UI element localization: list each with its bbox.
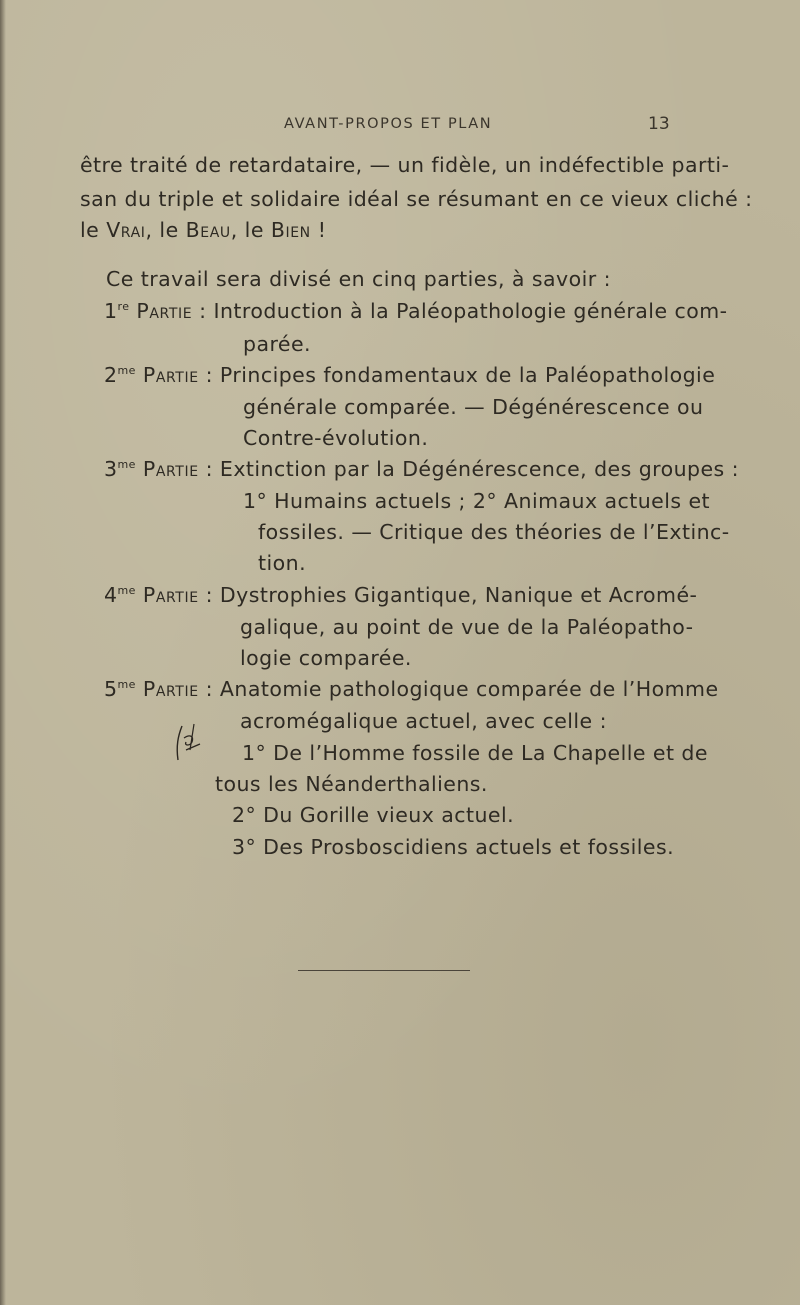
word-beau: Beau xyxy=(185,218,231,242)
part-5-line-5: 2° Du Gorille vieux actuel. xyxy=(232,803,515,827)
part-3-line-2: 1° Humains actuels ; 2° Animaux actuels et xyxy=(243,489,711,513)
part-4-label: Partie xyxy=(142,583,199,607)
part-2-text-1: : Principes fondamentaux de la Paléopathologie xyxy=(205,363,716,387)
part-4-text-1: : Dystrophies Gigantique, Nanique et Acromé- xyxy=(205,583,698,607)
part-5-line-4: tous les Néanderthaliens. xyxy=(215,772,488,796)
part-3-sup: me xyxy=(117,458,136,471)
word-vrai: Vrai xyxy=(106,218,146,242)
part-4-number: 4 xyxy=(104,583,118,607)
part-5-line-6: 3° Des Prosboscidiens actuels et fossiles. xyxy=(232,835,675,859)
part-5-text-1: : Anatomie pathologique comparée de l’Homme xyxy=(205,677,719,701)
page-edge-shadow xyxy=(0,0,6,1305)
part-4-line-3: logie comparée. xyxy=(240,646,412,670)
part-2-sup: me xyxy=(117,364,136,377)
intro-line-1: être traité de retardataire, — un fidèle, un indéfectible parti- xyxy=(80,153,730,177)
part-1-sup: re xyxy=(117,300,130,313)
part-1-label: Partie xyxy=(136,299,193,323)
part-1-number: 1 xyxy=(104,299,118,323)
part-3-text-1: : Extinction par la Dégénérescence, des groupes : xyxy=(205,457,740,481)
running-title: AVANT-PROPOS ET PLAN xyxy=(284,116,493,132)
part-1-line-2: parée. xyxy=(243,332,311,356)
section-divider-rule xyxy=(298,970,470,971)
part-5-label: Partie xyxy=(142,677,199,701)
part-2-number: 2 xyxy=(104,363,118,387)
part-5-line-1 xyxy=(104,676,719,702)
plan-lead: Ce travail sera divisé en cinq parties, à savoir : xyxy=(106,267,611,291)
intro-exclamation: ! xyxy=(310,218,327,242)
part-5-line-3: 1° De l’Homme fossile de La Chapelle et de xyxy=(242,741,708,765)
part-3-label: Partie xyxy=(142,457,199,481)
part-4-line-1 xyxy=(104,582,697,608)
part-5-number: 5 xyxy=(104,677,118,701)
part-3-line-1 xyxy=(104,456,739,482)
part-3-line-4: tion. xyxy=(258,551,307,575)
part-5-sup: me xyxy=(117,678,136,691)
part-2-line-1 xyxy=(104,362,715,388)
intro-line-3: le Vrai, le Beau, le Bien ! xyxy=(80,218,327,242)
handwritten-annotation xyxy=(172,716,202,772)
part-3-line-3: fossiles. — Critique des théories de l’Extinc- xyxy=(258,520,730,544)
part-1-text-1: : Introduction à la Paléopathologie générale com- xyxy=(199,299,728,323)
part-2-label: Partie xyxy=(142,363,199,387)
intro-le: le xyxy=(80,218,100,242)
intro-line-2: san du triple et solidaire idéal se résumant en ce vieux cliché : xyxy=(80,187,753,211)
part-4-sup: me xyxy=(117,584,136,597)
handwritten-mark-icon xyxy=(172,716,202,772)
part-2-line-3: Contre-évolution. xyxy=(243,426,429,450)
word-bien: Bien xyxy=(270,218,311,242)
part-4-line-2: galique, au point de vue de la Paléopatho- xyxy=(240,615,694,639)
page-number: 13 xyxy=(648,114,670,134)
part-3-number: 3 xyxy=(104,457,118,481)
part-2-line-2: générale comparée. — Dégénérescence ou xyxy=(243,395,704,419)
part-5-line-2: acromégalique actuel, avec celle : xyxy=(240,709,607,733)
page-header xyxy=(0,116,800,140)
part-1-line-1 xyxy=(104,298,727,324)
